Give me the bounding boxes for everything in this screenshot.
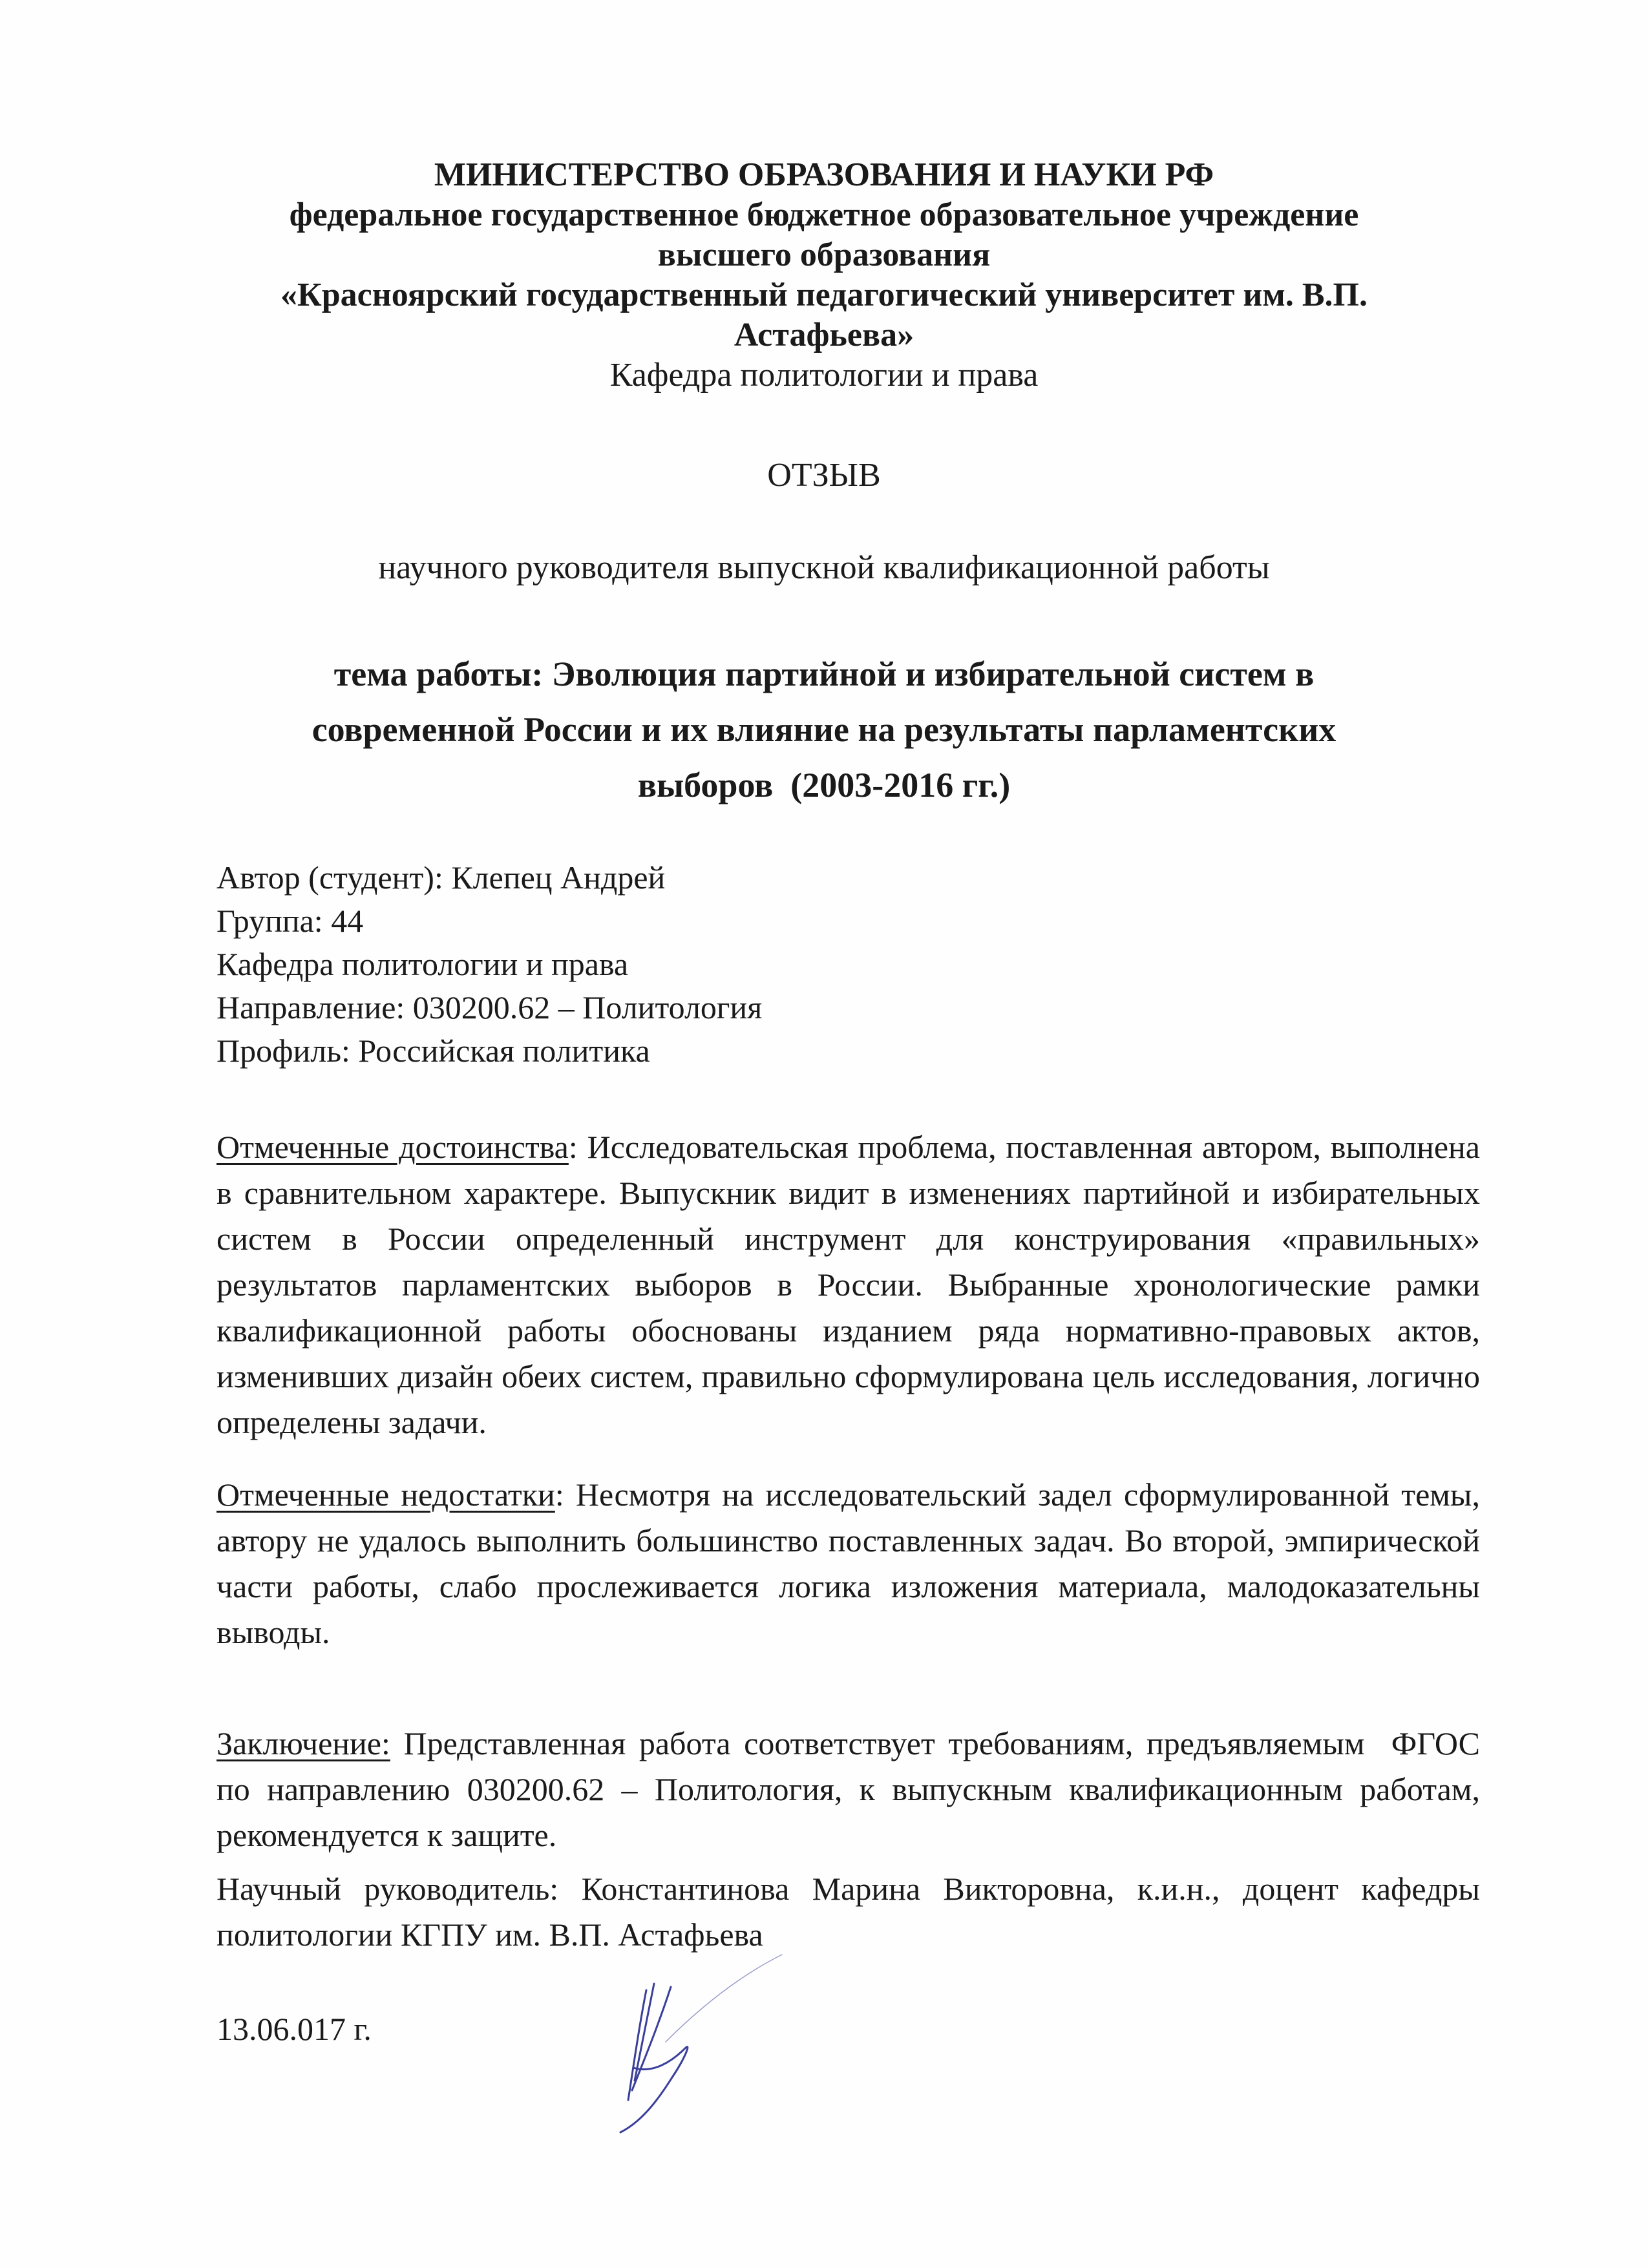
author-field: Автор (студент): Клепец Андрей — [217, 859, 666, 896]
topic-line-1: тема работы: Эволюция партийной и избирательной систем в — [333, 655, 1315, 693]
institution-type-line1: федеральное государственное бюджетное образовательное учреждение — [289, 196, 1359, 233]
group-field: Группа: 44 — [217, 903, 364, 939]
profile-field: Профиль: Российская политика — [217, 1033, 650, 1069]
signature-stroke-5 — [666, 1955, 782, 2042]
topic-line-3: выборов (2003-2016 гг.) — [637, 766, 1011, 804]
merits-text: : Исследовательская проблема, поставленная автором, выполнена в сравнительном характере. Выпускник видит в изменениях партийной и избирательных систем в России определенный инструмент для конструирования «правильных» результатов парламентских выборов в России. Выбранные хронологические рамки квалификационной работы обоснованы изданием ряда нормативно-правовых актов, изменивших дизайн обеих систем, правильно сформулирована цель исследования, логично определены задачи. — [217, 1129, 1480, 1440]
document-title: ОТЗЫВ — [767, 457, 881, 494]
thesis-topic — [213, 646, 1435, 813]
university-name-line2: Астафьева» — [734, 317, 914, 353]
department-name: Кафедра политологии и права — [609, 357, 1039, 394]
drawbacks-paragraph — [217, 1472, 1480, 1655]
department-field: Кафедра политологии и права — [217, 946, 629, 982]
conclusion-paragraph — [217, 1721, 1488, 1858]
drawbacks-text: : Несмотря на исследовательский задел сформулированной темы, автору не удалось выполнить большинство поставленных задач. Во второй, эмпирической части работы, слабо прослеживается логика изложения материала, малодоказательны выводы. — [217, 1476, 1480, 1650]
university-name-line1: «Красноярский государственный педагогический университет им. В.П. — [280, 277, 1368, 313]
drawbacks-label: Отмеченные недостатки — [217, 1476, 555, 1513]
conclusion-label: Заключение: — [217, 1725, 390, 1761]
signature-stroke-1 — [628, 1990, 646, 2100]
letterhead — [213, 155, 1435, 395]
supervisor-paragraph — [217, 1866, 1480, 1958]
ministry-name: МИНИСТЕРСТВО ОБРАЗОВАНИЯ И НАУКИ РФ — [434, 156, 1214, 193]
institution-type-line2: высшего образования — [657, 236, 991, 273]
document-date: 13.06.017 г. — [217, 2011, 372, 2047]
student-info — [217, 856, 762, 1073]
supervisor-text: Научный руководитель: Константинова Марина Викторовна, к.и.н., доцент кафедры политологии КГПУ им. В.П. Астафьева — [217, 1871, 1480, 1953]
topic-line-2: современной России и их влияние на результаты парламентских — [312, 710, 1336, 749]
merits-paragraph — [217, 1124, 1480, 1445]
document-subtitle: научного руководителя выпускной квалификационной работы — [378, 549, 1270, 586]
direction-field: Направление: 030200.62 – Политология — [217, 989, 763, 1025]
conclusion-text: Представленная работа соответствует требованиям, предъявляемым ФГОС по направлению 030200.62 – Политология, к выпускным квалификационным работам, рекомендуется к защите. — [217, 1725, 1488, 1853]
handwritten-signature — [595, 1951, 801, 2145]
merits-label: Отмеченные достоинства — [217, 1129, 569, 1165]
